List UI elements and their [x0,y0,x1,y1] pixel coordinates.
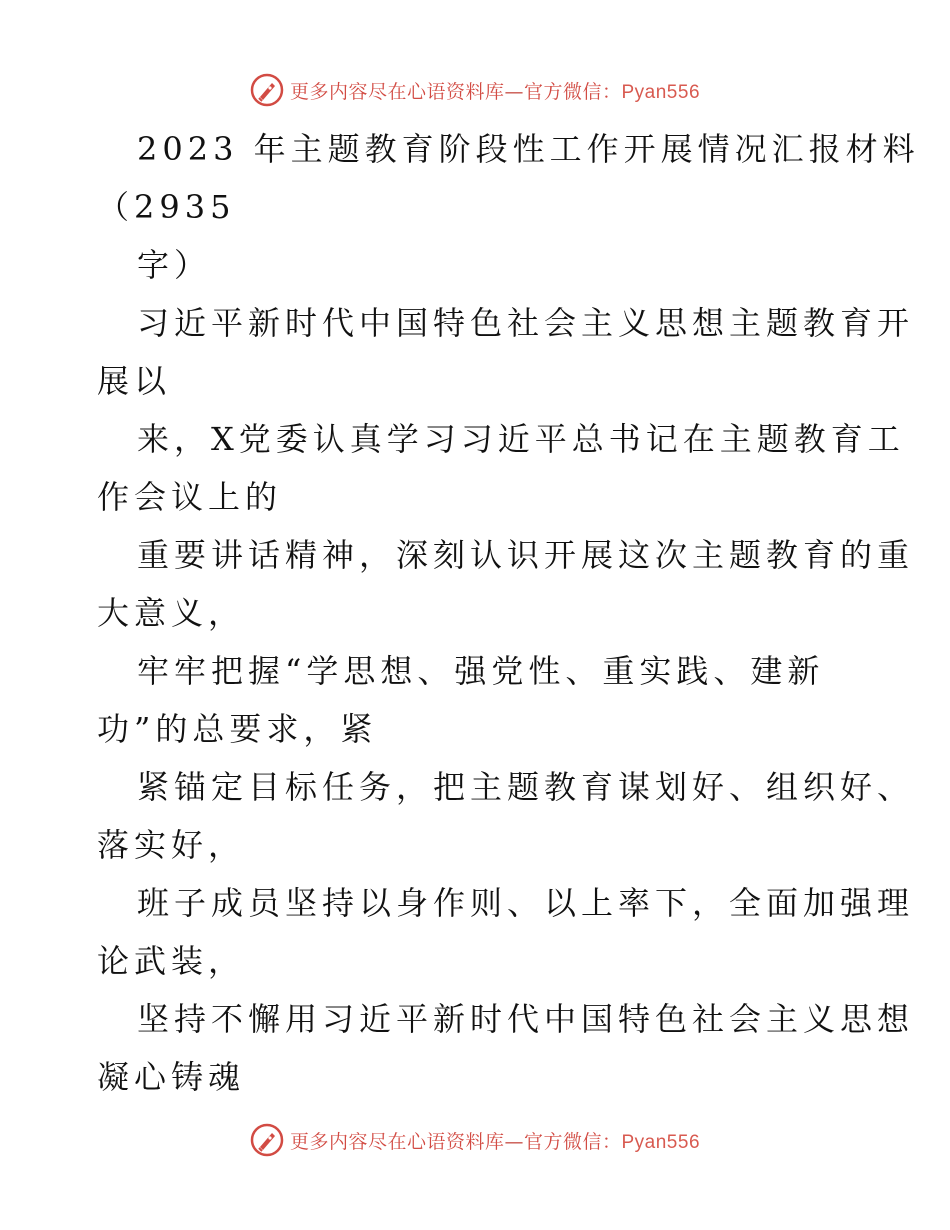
paragraph-line: 紧锚定目标任务，把主题教育谋划好、组织好、 [137,768,915,806]
document-title-line-3: 字） [137,246,212,284]
watermark-wechat-id: Pyan556 [621,1131,701,1153]
document-title-line-1: 2023 年主题教育阶段性工作开展情况汇报材料 [137,130,920,168]
watermark-dash: — [504,80,524,103]
fountain-pen-nib-icon [250,1123,284,1157]
document-title-line-2: （2935 [97,188,236,226]
paragraph-line: 作会议上的 [97,478,283,516]
paragraph-line: 班子成员坚持以身作则、以上率下，全面加强理 [137,884,915,922]
paragraph-line: 落实好， [97,826,246,864]
paragraph-line: 牢牢把握“学思想、强党性、重实践、建新 [137,652,825,690]
paragraph-line: 重要讲话精神，深刻认识开展这次主题教育的重 [137,536,915,574]
paragraph-line: 论武装， [97,942,246,980]
watermark-dash: — [504,1130,524,1153]
paragraph-line: 大意义， [97,594,246,632]
watermark-main-text: 更多内容尽在心语资料库 [289,80,505,103]
watermark-text [290,1127,700,1154]
paragraph-line: 坚持不懈用习近平新时代中国特色社会主义思想 [137,1000,915,1038]
watermark-wechat-label: 官方微信： [523,1130,622,1153]
paragraph-line: 凝心铸魂 [97,1058,246,1096]
watermark-wechat-label: 官方微信： [523,80,622,103]
paragraph-line: 展以 [97,362,172,400]
paragraph-line: 习近平新时代中国特色社会主义思想主题教育开 [137,304,915,342]
footer-watermark [0,1120,950,1160]
watermark-wechat-id: Pyan556 [621,81,701,103]
header-watermark [0,70,950,110]
paragraph-line: 功”的总要求，紧 [97,710,378,748]
watermark-main-text: 更多内容尽在心语资料库 [289,1130,505,1153]
fountain-pen-nib-icon [250,73,284,107]
paragraph-line: 来，X党委认真学习习近平总书记在主题教育工 [137,420,905,458]
watermark-text [290,77,700,104]
document-body [97,120,920,1106]
